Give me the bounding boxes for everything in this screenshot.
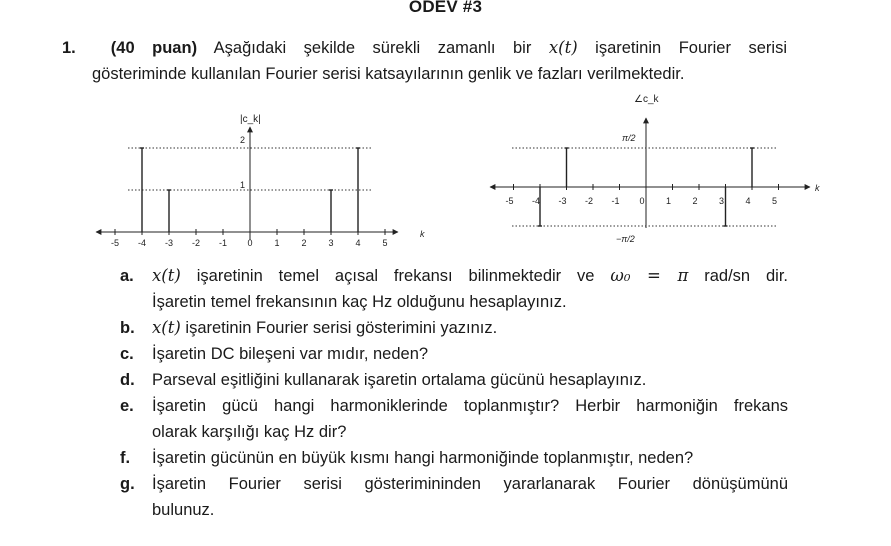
phase-xlabel: k: [815, 183, 820, 193]
x-tick-label: -5: [505, 196, 514, 206]
list-item-a: a. x(t) işaretinin temel açısal frekansı bilinmektedir ve ω₀ = π rad/sn dir. İşaretin temel frekansının kaç Hz olduğunu hesaplayınız.: [120, 266, 788, 311]
x-tick-label: -4: [531, 196, 541, 206]
x-tick-label: -1: [611, 196, 620, 206]
x-tick-label: -3: [164, 238, 174, 248]
question-text-b: işaretinin Fourier serisi: [595, 39, 787, 57]
signal-symbol: x(t): [548, 38, 578, 57]
page-title: ODEV #3: [408, 0, 483, 16]
x-tick-label: 3: [718, 196, 725, 206]
question-number: 1.: [62, 39, 76, 57]
x-tick-label: -1: [218, 238, 228, 248]
x-tick-label: 2: [301, 238, 307, 248]
x-tick-label: -5: [110, 238, 120, 248]
mag-ytick-1: 1: [240, 180, 246, 190]
list-item-g: g. İşaretin Fourier serisi gösterimininden yararlanarak Fourier dönüşümünü bulunuz.: [120, 475, 788, 519]
question-text-a: Aşağıdaki şekilde sürekli zamanlı bir: [213, 39, 532, 57]
phase-ytick-pos: π/2: [622, 133, 636, 143]
x-tick-label: 1: [274, 238, 280, 248]
x-tick-label: 3: [328, 238, 334, 248]
x-tick-label: 5: [382, 238, 388, 248]
list-item-c: c. İşaretin DC bileşeni var mıdır, neden?: [120, 345, 429, 363]
x-tick-label: 4: [745, 196, 751, 206]
x-tick-label: 5: [771, 196, 778, 206]
phase-ylabel: ∠c_k: [634, 94, 659, 105]
list-item-b: b. x(t) işaretinin Fourier serisi gösterimini yazınız.: [120, 318, 498, 337]
mag-ytick-2: 2: [240, 135, 246, 145]
mag-xlabel: k: [420, 229, 425, 239]
x-tick-label: 2: [692, 196, 698, 206]
x-tick-label: -4: [137, 238, 147, 248]
x-tick-label: 4: [355, 238, 361, 248]
x-tick-label: -2: [191, 238, 201, 248]
mag-ylabel: |c_k|: [240, 114, 261, 125]
list-item-d: d. Parseval eşitliğini kullanarak işaretin ortalama gücünü hesaplayınız.: [120, 371, 647, 389]
x-tick-label: -2: [584, 196, 594, 206]
phase-ytick-neg: −π/2: [616, 234, 635, 244]
list-item-f: f. İşaretin gücünün en büyük kısmı hangi harmoniğinde toplanmıştır, neden?: [120, 449, 694, 467]
phase-chart: [490, 94, 820, 244]
x-tick-label: -3: [558, 196, 567, 206]
magnitude-chart: [96, 114, 425, 248]
x-tick-label: 0: [247, 238, 253, 248]
list-item-e: e. İşaretin gücü hangi harmoniklerinde toplanmıştır? Herbir harmoniğin frekans olarak karşılığı kaç Hz dir?: [120, 397, 788, 441]
sub-question-list: [120, 263, 788, 523]
x-tick-label: 1: [665, 196, 672, 206]
x-tick-label: 0: [639, 196, 645, 206]
question-1-line2: gösteriminde kullanılan Fourier serisi katsayılarının genlik ve fazları verilmektedir.: [92, 65, 685, 83]
question-points: (40 puan): [110, 39, 198, 57]
